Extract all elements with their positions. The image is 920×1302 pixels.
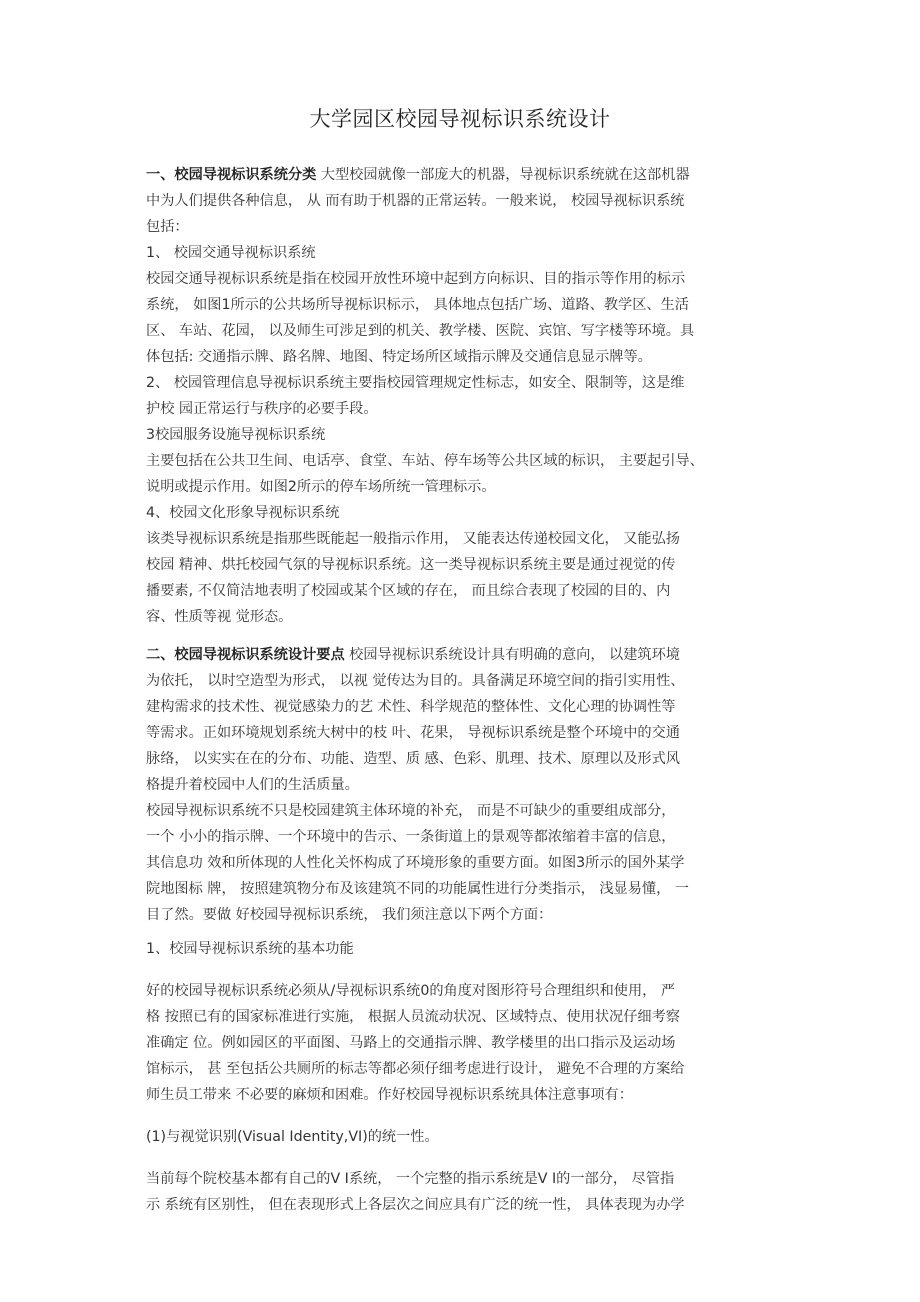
para5-line-1: 当前每个院校基本都有自己的V I系统， 一个完整的指示系统是V I的一部分， 尽管指 (146, 1171, 675, 1187)
sec2-line-5: 脉络， 以实实在在的分布、功能、造型、质 感、色彩、肌理、技术、原理以及形式风 (146, 751, 680, 767)
sec2-line-3: 建构需求的技术性、视觉感染力的艺 术性、科学规范的整体性、文化心理的协调性等 (146, 699, 676, 715)
sub1-heading: 1、校园导视标识系统的基本功能 (146, 941, 354, 957)
sec2-line-6: 格提升着校园中人们的生活质量。 (146, 777, 359, 793)
item4-line-1: 该类导视标识系统是指那些既能起一般指示作用， 又能表达传递校园文化， 又能弘扬 (146, 531, 680, 547)
sec2-heading: 二、校园导视标识系统设计要点 (146, 647, 345, 663)
spacer (146, 928, 786, 936)
document-body (146, 162, 786, 1218)
para3-line-3: 其信息功 效和所体现的人性化关怀构成了环境形象的重要方面。如图3所示的国外某学 (146, 855, 685, 871)
para4-line-3: 准确定 位。例如园区的平面图、马路上的交通指示牌、教学楼里的出口指示及运动场 (146, 1035, 676, 1051)
item2-line-1: 2、 校园管理信息导视标识系统主要指校园管理规定性标志，如安全、限制等，这是维 (146, 375, 685, 391)
para3-line-1: 校园导视标识系统不只是校园建筑主体环境的补充， 而是不可缺少的重要组成部分， (146, 803, 676, 819)
para3-line-5: 目了然。要做 好校园导视标识系统， 我们须注意以下两个方面： (146, 907, 553, 923)
para4-line-5: 师生员工带来 不必要的麻烦和困难。作好校园导视标识系统具体注意事项有： (146, 1087, 633, 1103)
item3-line-1: 主要包括在公共卫生间、电话亭、食堂、车站、停车场等公共区域的标识， 主要起引导、 (146, 453, 704, 469)
para4-line-4: 馆标示， 甚 至包括公共厕所的标志等都必须仔细考虑进行设计， 避免不合理的方案给 (146, 1061, 685, 1077)
vi-heading: (1)与视觉识别(Visual Identity,VI)的统一性。 (146, 1129, 439, 1145)
item4-line-3: 播要素, 不仅简洁地表明了校园或某个区域的存在， 而且综合表现了校园的目的、内 (146, 583, 671, 599)
spacer (146, 1150, 786, 1166)
item1-line-1: 校园交通导视标识系统是指在校园开放性环境中起到方向标识、目的指示等作用的标示 (146, 271, 686, 287)
sec1-line-1-text: 大型校园就像一部庞大的机器，导视标识系统就在这部机器 (316, 167, 690, 183)
item4-line-4: 容、性质等视 觉形态。 (146, 609, 293, 625)
item4-line-2: 校园 精神、烘托校园气氛的导视标识系统。这一类导视标识系统主要是通过视觉的传 (146, 557, 676, 573)
para3-line-2: 一个 小小的指示牌、一个环境中的告示、一条街道上的景观等都浓缩着丰富的信息， (146, 829, 676, 845)
sec1-line-2: 中为人们提供各种信息， 从 而有助于机器的正常运转。一般来说， 校园导视标识系统 (146, 193, 685, 209)
sec1-line-1 (146, 162, 786, 188)
spacer (146, 630, 786, 642)
item3-heading: 3校园服务设施导视标识系统 (146, 427, 326, 443)
sec1-line-3: 包括： (146, 219, 189, 235)
item1-heading: 1、 校园交通导视标识系统 (146, 245, 316, 261)
sec2-line-1 (146, 642, 786, 668)
item4-heading: 4、校园文化形象导视标识系统 (146, 505, 340, 521)
sec1-heading: 一、校园导视标识系统分类 (146, 167, 317, 183)
para3-line-4: 院地图标 牌， 按照建筑物分布及该建筑不同的功能属性进行分类指示， 浅显易懂， 一 (146, 881, 689, 897)
sec2-line-1-text: 校园导视标识系统设计具有明确的意向， 以建筑环境 (344, 647, 680, 663)
spacer (146, 962, 786, 978)
document-title: 大学园区校园导视标识系统设计 (309, 107, 611, 131)
para4-line-1: 好的校园导视标识系统必须从/导视标识系统0的角度对图形符号合理组织和使用， 严 (146, 983, 676, 999)
item1-line-4: 体包括: 交通指示牌、路名牌、地图、特定场所区域指示牌及交通信息显示牌等。 (146, 349, 652, 365)
item1-line-3: 区、 车站、花园， 以及师生可涉足到的机关、教学楼、医院、宾馆、写字楼等环境。具 (146, 323, 695, 339)
item3-line-2: 说明或提示作用。如图2所示的停车场所统一管理标示。 (146, 479, 496, 495)
sec2-line-2: 为依托， 以时空造型为形式， 以视 觉传达为目的。具备满足环境空间的指引实用性、 (146, 673, 685, 689)
sec2-line-4: 等需求。正如环境规划系统大树中的枝 叶、花果， 导视标识系统是整个环境中的交通 (146, 725, 680, 741)
item1-line-2: 系统， 如图1所示的公共场所导视标识标示， 具体地点包括广场、道路、教学区、生活 (146, 297, 689, 313)
para4-line-2: 格 按照已有的国家标准进行实施， 根据人员流动状况、区域特点、使用状况仔细考察 (146, 1009, 680, 1025)
para5-line-2: 示 系统有区别性， 但在表现形式上各层次之间应具有广泛的统一性， 具体表现为办学 (146, 1197, 685, 1213)
item2-line-2: 护校 园正常运行与秩序的必要手段。 (146, 401, 378, 417)
spacer (146, 1108, 786, 1124)
